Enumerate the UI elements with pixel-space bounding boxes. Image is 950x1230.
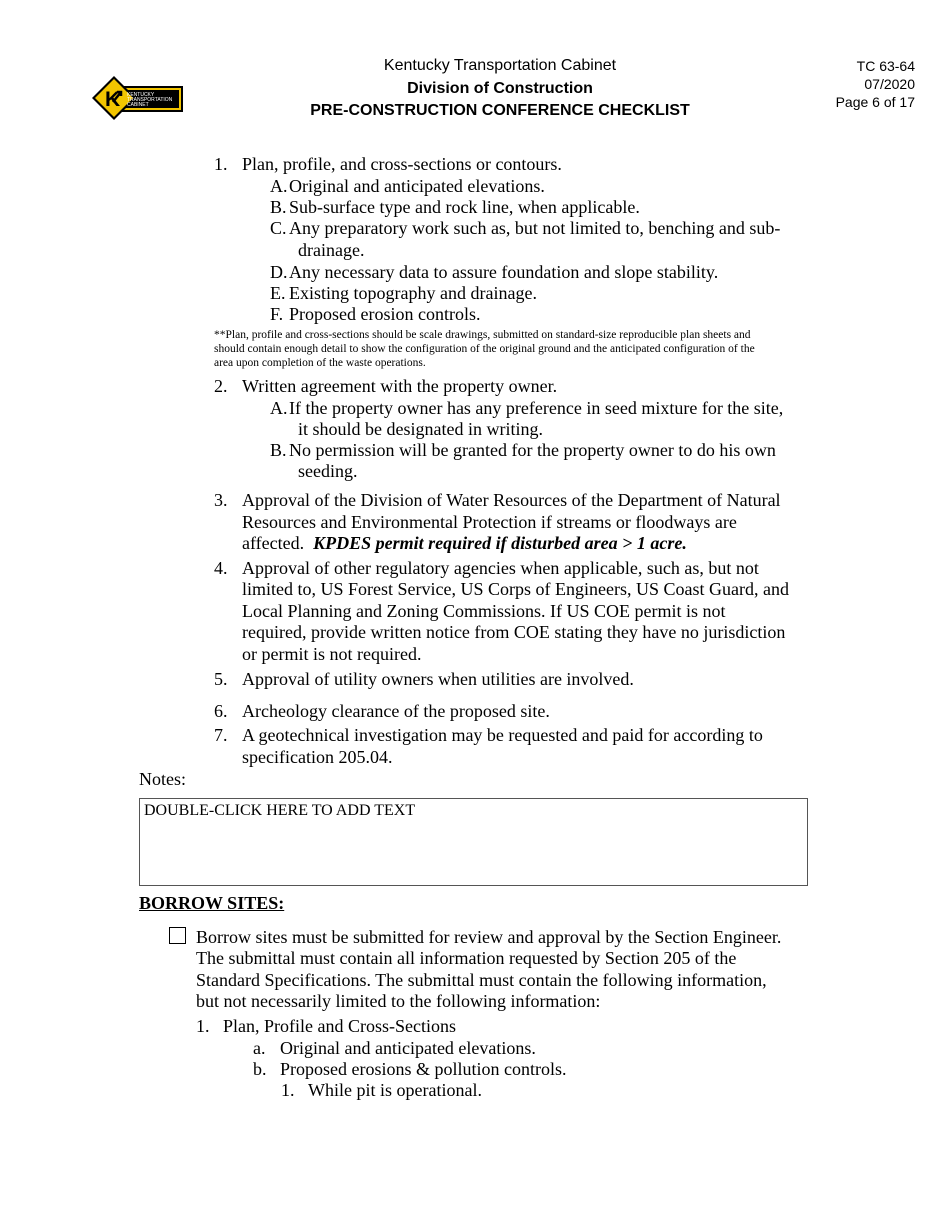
sub-item-text: seeding. <box>298 461 358 481</box>
svg-text:K: K <box>105 88 121 111</box>
sub-label: D. <box>270 262 288 282</box>
list-item-text: affected. <box>242 533 305 553</box>
list-item-text: or permit is not required. <box>242 644 422 664</box>
division-name: Division of Construction <box>407 80 593 97</box>
logo-text-line-2: TRANSPORTATION <box>127 97 173 103</box>
item-number: 2. <box>214 376 228 396</box>
sub-item-text: No permission will be granted for the property owner to do his own <box>289 440 776 460</box>
list-item-text: required, provide written notice from COE stating they have no jurisdiction <box>242 622 786 642</box>
item-number: 7. <box>214 725 228 745</box>
notes-text-box[interactable] <box>139 798 808 886</box>
checkbox-text: Standard Specifications. The submittal must contain the following information, <box>196 970 767 990</box>
sub-item-text: Any necessary data to assure foundation and slope stability. <box>289 262 719 282</box>
form-info <box>836 57 915 111</box>
checkbox-text: Borrow sites must be submitted for review and approval by the Section Engineer. <box>196 927 782 947</box>
sub-label: b. <box>253 1059 267 1079</box>
sub-item-text: Original and anticipated elevations. <box>289 176 545 196</box>
checkbox-text: but not necessarily limited to the following information: <box>196 991 601 1011</box>
form-date: 07/2020 <box>864 76 915 92</box>
list-item-text: Local Planning and Zoning Commissions. If US COE permit is not <box>242 601 726 621</box>
sub-label: A. <box>270 176 288 196</box>
sub-label: a. <box>253 1038 266 1058</box>
sub-item-text: Original and anticipated elevations. <box>280 1038 536 1058</box>
agency-name: Kentucky Transportation Cabinet <box>383 57 617 74</box>
sub-label: B. <box>270 440 287 460</box>
notes-label: Notes: <box>139 769 186 789</box>
form-number: TC 63-64 <box>856 58 915 74</box>
list-item-text: Approval of utility owners when utilities are involved. <box>242 669 634 689</box>
kpdes-emphasis: KPDES permit required if disturbed area > 1 acre. <box>313 533 687 553</box>
sub-label: F. <box>270 304 284 324</box>
item-number: 4. <box>214 558 228 578</box>
checkbox-text: The submittal must contain all information requested by Section 205 of the <box>196 948 737 968</box>
sub-item-text: Proposed erosion controls. <box>289 304 481 324</box>
list-item-text: Written agreement with the property owner. <box>242 376 558 396</box>
item-number: 1. <box>196 1016 210 1036</box>
list-item-text: specification 205.04. <box>242 747 393 767</box>
sub-label: E. <box>270 283 286 303</box>
list-item-text: Resources and Environmental Protection if streams or floodways are <box>242 512 737 532</box>
list-item-text: limited to, US Forest Service, US Corps of Engineers, US Coast Guard, and <box>242 579 789 599</box>
list-item-text: Plan, profile, and cross-sections or contours. <box>242 154 562 174</box>
sub-item-text: If the property owner has any preference in seed mixture for the site, <box>289 398 784 418</box>
notes-placeholder[interactable]: DOUBLE-CLICK HERE TO ADD TEXT <box>144 802 416 819</box>
sub-item-text: Existing topography and drainage. <box>289 283 537 303</box>
footnote-line: **Plan, profile and cross-sections should be scale drawings, submitted on standard-size reproducible plan sheets and <box>214 329 751 341</box>
item-number: 3. <box>214 490 228 510</box>
sub-item-text: Sub-surface type and rock line, when applicable. <box>289 197 640 217</box>
footnote-line: should contain enough detail to show the configuration of the original ground and the anticipated configuration of the <box>214 343 755 355</box>
page-number: Page 6 of 17 <box>835 94 915 110</box>
item-number: 6. <box>214 701 228 721</box>
document-title: PRE-CONSTRUCTION CONFERENCE CHECKLIST <box>310 102 690 119</box>
sub-item-text: Proposed erosions & pollution controls. <box>280 1059 567 1079</box>
item-number: 5. <box>214 669 228 689</box>
footnote-line: area upon completion of the waste operations. <box>214 357 426 369</box>
list-item-text: Plan, Profile and Cross-Sections <box>223 1016 456 1036</box>
sub-label: A. <box>270 398 288 418</box>
list-item-text: Approval of the Division of Water Resources of the Department of Natural <box>242 490 781 510</box>
sub-label: C. <box>270 218 287 238</box>
list-item-text: Archeology clearance of the proposed site. <box>242 701 550 721</box>
borrow-sites-checkbox[interactable] <box>169 927 186 944</box>
item-number: 1. <box>214 154 228 174</box>
list-item-text <box>242 532 687 554</box>
list-item-text: Approval of other regulatory agencies when applicable, such as, but not <box>242 558 759 578</box>
sub-item-text: it should be designated in writing. <box>298 419 543 439</box>
sub-item-text: drainage. <box>298 240 365 260</box>
sub-item-text: Any preparatory work such as, but not limited to, benching and sub- <box>289 218 781 238</box>
borrow-sites-heading: BORROW SITES: <box>139 893 285 913</box>
kytc-logo <box>91 75 185 121</box>
list-item-text: A geotechnical investigation may be requested and paid for according to <box>242 725 763 745</box>
sub-sub-number: 1. <box>281 1080 295 1100</box>
sub-label: B. <box>270 197 287 217</box>
sub-sub-text: While pit is operational. <box>308 1080 482 1100</box>
logo-text-line-3: CABINET <box>127 102 149 108</box>
logo-text-line-1: KENTUCKY <box>127 92 155 98</box>
